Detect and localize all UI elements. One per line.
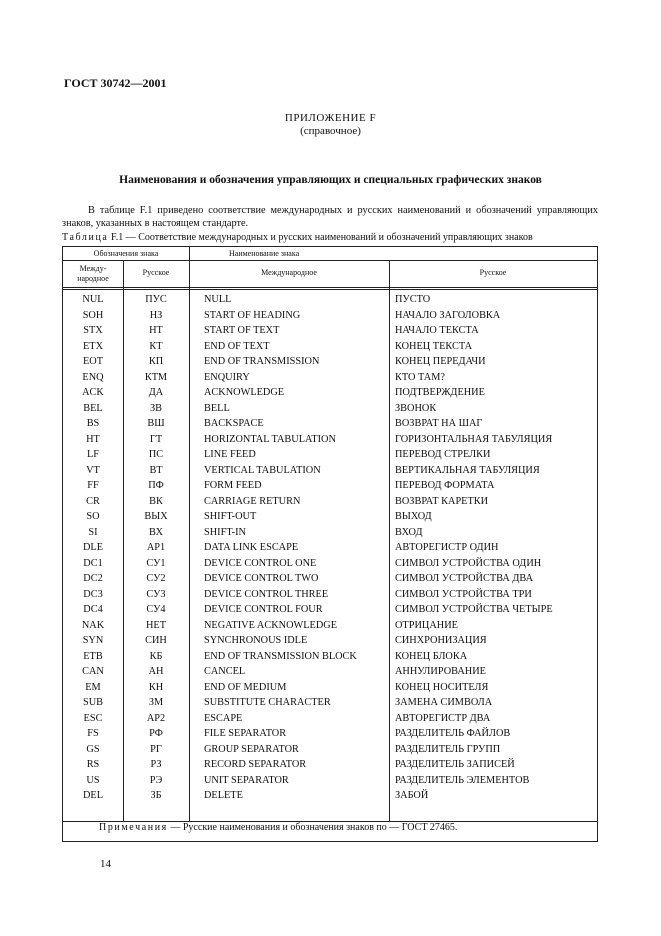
intl-name: LINE FEED — [204, 449, 256, 460]
intl-name: VERTICAL TABULATION — [204, 464, 321, 476]
intl-name: SHIFT-IN — [204, 526, 246, 538]
rus-code: СУ4 — [146, 604, 166, 615]
intl-name: CANCEL — [204, 666, 246, 677]
intl-name: CARRIAGE RETURN — [204, 495, 301, 507]
rus-code: ЗБ — [150, 790, 162, 801]
rus-code: КТМ — [144, 371, 168, 383]
table-row — [63, 354, 597, 370]
intl-name: SHIFT-OUT — [204, 511, 257, 522]
rus-name: ЗАБОЙ — [395, 790, 429, 801]
intl-code: SUB — [82, 697, 104, 708]
intl-code: STX — [83, 325, 103, 336]
table-row — [63, 401, 597, 417]
rus-code: НЗ — [149, 309, 163, 321]
note-text: — Русские наименования и обозначения знаков по — ГОСТ 27465. — [170, 822, 458, 833]
rus-code: АН — [148, 666, 164, 677]
rus-code: АР2 — [146, 712, 166, 724]
intl-code: DEL — [82, 790, 103, 801]
page-number: 14 — [100, 858, 111, 870]
intl-name: DEVICE CONTROL THREE — [204, 588, 329, 600]
table-row — [63, 525, 597, 541]
rus-name: РАЗДЕЛИТЕЛЬ ЭЛЕМЕНТОВ — [395, 774, 530, 786]
appendix-subtitle: (справочное) — [300, 125, 361, 137]
intl-name: DEVICE CONTROL FOUR — [204, 604, 323, 615]
header-name: Наименование знака — [229, 249, 300, 258]
intl-code: CR — [86, 495, 100, 507]
table-row — [63, 649, 597, 665]
rus-code: ГТ — [149, 433, 163, 445]
rus-name: НАЧАЛО ТЕКСТА — [395, 325, 479, 336]
rus-code: ДА — [148, 387, 164, 398]
rus-code: СУ3 — [146, 588, 166, 600]
rus-name: ВХОД — [395, 526, 423, 538]
rus-code: КН — [148, 681, 164, 693]
rus-name: АВТОРЕГИСТР ДВА — [395, 712, 491, 724]
table-row — [63, 323, 597, 339]
rus-name: АННУЛИРОВАНИЕ — [395, 666, 486, 677]
intl-code: CAN — [82, 666, 104, 677]
rus-name: АВТОРЕГИСТР ОДИН — [395, 542, 499, 553]
rus-name: ЗАМЕНА СИМВОЛА — [395, 697, 493, 708]
intl-name: NULL — [204, 294, 232, 305]
intl-name: DEVICE CONTROL ONE — [204, 557, 317, 569]
rus-name: РАЗДЕЛИТЕЛЬ ФАЙЛОВ — [395, 728, 511, 739]
table-caption — [62, 232, 533, 243]
intl-name: HORIZONTAL TABULATION — [204, 433, 336, 445]
rus-name: РАЗДЕЛИТЕЛЬ ЗАПИСЕЙ — [395, 759, 515, 770]
intl-code: ETX — [82, 340, 103, 352]
table-row — [63, 556, 597, 572]
rus-name: ВОЗВРАТ КАРЕТКИ — [395, 495, 489, 507]
rus-code: ЗВ — [149, 402, 163, 414]
rus-name: ОТРИЦАНИЕ — [395, 619, 458, 631]
header-divider — [63, 260, 597, 261]
table-body — [63, 292, 597, 804]
rus-name: КТО ТАМ? — [395, 371, 445, 383]
intl-name: START OF TEXT — [204, 325, 280, 336]
rus-code: НТ — [149, 325, 163, 336]
header-designation: Обозначения знака — [93, 249, 159, 258]
table-row — [63, 618, 597, 634]
intl-name: END OF TRANSMISSION BLOCK — [204, 650, 357, 662]
control-chars-table — [62, 246, 598, 842]
intl-code: SYN — [82, 635, 104, 646]
intl-code: ESC — [83, 712, 103, 724]
intl-code: HT — [86, 433, 100, 445]
intl-code: BEL — [83, 402, 103, 414]
header-intl-short: Между-народное — [77, 264, 109, 283]
intro-paragraph: В таблице F.1 приведено соответствие международных и русских наименований и обозначений управляющих знаков, указанных в настоящем стандарте. — [62, 205, 598, 229]
intl-name: ENQUIRY — [204, 371, 250, 383]
intl-code: SO — [86, 511, 100, 522]
intl-code: SOH — [82, 309, 104, 321]
intl-code: US — [86, 774, 100, 786]
intl-code: FF — [87, 480, 99, 491]
table-row — [63, 711, 597, 727]
intl-name: BACKSPACE — [204, 418, 264, 429]
rus-name: ГОРИЗОНТАЛЬНАЯ ТАБУЛЯЦИЯ — [395, 433, 553, 445]
table-row — [63, 447, 597, 463]
rus-code: ВШ — [147, 418, 165, 429]
intl-code: ENQ — [82, 371, 104, 383]
rus-name: ВЕРТИКАЛЬНАЯ ТАБУЛЯЦИЯ — [395, 464, 540, 476]
rus-name: ВЫХОД — [395, 511, 432, 522]
rus-code: ВК — [149, 495, 163, 507]
table-row — [63, 385, 597, 401]
intl-name: SUBSTITUTE CHARACTER — [204, 697, 331, 708]
table-row — [63, 773, 597, 789]
intl-code: FS — [87, 728, 99, 739]
intl-code: DC2 — [83, 573, 103, 584]
table-row — [63, 494, 597, 510]
rus-name: КОНЕЦ БЛОКА — [395, 650, 468, 662]
table-row — [63, 680, 597, 696]
intl-name: GROUP SEPARATOR — [204, 743, 299, 755]
intl-code: NUL — [82, 294, 104, 305]
table-row — [63, 664, 597, 680]
rus-name: КОНЕЦ ПЕРЕДАЧИ — [395, 356, 486, 367]
table-row — [63, 695, 597, 711]
intl-code: EM — [85, 681, 101, 693]
header-divider — [63, 289, 597, 290]
rus-code: ПФ — [148, 480, 164, 491]
rus-name: ПУСТО — [395, 294, 431, 305]
rus-name: ПЕРЕВОД ФОРМАТА — [395, 480, 495, 491]
rus-code: РЗ — [150, 759, 162, 770]
appendix-title: ПРИЛОЖЕНИЕ F — [284, 112, 377, 124]
intl-code: BS — [86, 418, 100, 429]
header-divider — [63, 287, 597, 288]
table-row — [63, 478, 597, 494]
rus-code: ВЫХ — [144, 511, 168, 522]
rus-code: НЕТ — [145, 619, 166, 631]
rus-code: КТ — [149, 340, 163, 352]
table-row — [63, 463, 597, 479]
intl-code: EOT — [82, 356, 103, 367]
intl-name: END OF MEDIUM — [204, 681, 287, 693]
intl-name: END OF TEXT — [204, 340, 270, 352]
intl-name: DEVICE CONTROL TWO — [204, 573, 319, 584]
rus-code: АР1 — [146, 542, 166, 553]
intl-name: NEGATIVE ACKNOWLEDGE — [204, 619, 337, 631]
table-row — [63, 292, 597, 308]
intl-name: BELL — [204, 402, 230, 414]
table-row — [63, 788, 597, 804]
table-row — [63, 509, 597, 525]
rus-name: СИМВОЛ УСТРОЙСТВА ДВА — [395, 573, 534, 584]
rus-name: ПОДТВЕРЖДЕНИЕ — [395, 387, 485, 398]
intl-code: DLE — [82, 542, 103, 553]
rus-name: СИМВОЛ УСТРОЙСТВА ОДИН — [395, 557, 542, 569]
intl-code: NAK — [81, 619, 105, 631]
intl-name: FORM FEED — [204, 480, 262, 491]
intl-code: ETB — [83, 650, 103, 662]
header-rus-short: Русское — [142, 268, 170, 277]
standard-header: ГОСТ 30742—2001 — [64, 76, 167, 90]
rus-name: СИНХРОНИЗАЦИЯ — [395, 635, 487, 646]
rus-code: КБ — [149, 650, 163, 662]
note-label: Примечания — [99, 822, 168, 833]
rus-code: ЗМ — [148, 697, 164, 708]
rus-name: КОНЕЦ ТЕКСТА — [395, 340, 473, 352]
intl-name: UNIT SEPARATOR — [204, 774, 289, 786]
rus-code: ВТ — [149, 464, 163, 476]
intl-name: DATA LINK ESCAPE — [204, 542, 299, 553]
rus-name: КОНЕЦ НОСИТЕЛЯ — [395, 681, 489, 693]
rus-name: СИМВОЛ УСТРОЙСТВА ЧЕТЫРЕ — [395, 604, 553, 615]
intl-code: SI — [88, 526, 98, 538]
intl-name: SYNCHRONOUS IDLE — [204, 635, 308, 646]
table-caption-label: Таблица — [62, 232, 109, 243]
rus-name: СИМВОЛ УСТРОЙСТВА ТРИ — [395, 588, 532, 600]
rus-name: НАЧАЛО ЗАГОЛОВКА — [395, 309, 501, 321]
table-row — [63, 742, 597, 758]
intl-code: VT — [86, 464, 100, 476]
intl-code: LF — [86, 449, 100, 460]
rus-code: КП — [148, 356, 164, 367]
section-title: Наименования и обозначения управляющих и специальных графических знаков — [119, 174, 542, 186]
table-row — [63, 633, 597, 649]
table-row — [63, 587, 597, 603]
header-rus: Русское — [479, 268, 507, 277]
rus-name: РАЗДЕЛИТЕЛЬ ГРУПП — [395, 743, 501, 755]
rus-code: СИН — [145, 635, 167, 646]
intl-code: DC1 — [83, 557, 103, 569]
rus-name: ВОЗВРАТ НА ШАГ — [395, 418, 483, 429]
table-caption-text: F.1 — Соответствие международных и русских наименований и обозначений управляющих знаков — [110, 232, 533, 243]
table-row — [63, 726, 597, 742]
rus-code: СУ1 — [146, 557, 166, 569]
table-row — [63, 602, 597, 618]
rus-code: ПС — [148, 449, 164, 460]
rus-code: ПУС — [145, 294, 167, 305]
intl-code: RS — [86, 759, 100, 770]
intl-code: GS — [86, 743, 100, 755]
intl-code: ACK — [82, 387, 104, 398]
table-row — [63, 757, 597, 773]
table-row — [63, 571, 597, 587]
intl-name: ESCAPE — [204, 712, 243, 724]
rus-name: ЗВОНОК — [395, 402, 437, 414]
intl-name: END OF TRANSMISSION — [204, 356, 320, 367]
table-row — [63, 416, 597, 432]
rus-code: ВХ — [148, 526, 164, 538]
table-row — [63, 540, 597, 556]
rus-code: РФ — [149, 728, 163, 739]
intl-name: DELETE — [204, 790, 243, 801]
intl-name: ACKNOWLEDGE — [204, 387, 285, 398]
intl-name: START OF HEADING — [204, 309, 301, 321]
intl-name: FILE SEPARATOR — [204, 728, 287, 739]
header-intl: Международное — [261, 268, 317, 277]
intl-code: DC4 — [83, 604, 103, 615]
rus-code: СУ2 — [146, 573, 166, 584]
intl-name: RECORD SEPARATOR — [204, 759, 307, 770]
table-row — [63, 308, 597, 324]
table-row — [63, 432, 597, 448]
table-row — [63, 339, 597, 355]
table-note — [99, 822, 457, 833]
rus-code: РГ — [150, 743, 162, 755]
intl-code: DC3 — [83, 588, 103, 600]
rus-code: РЭ — [149, 774, 163, 786]
table-row — [63, 370, 597, 386]
rus-name: ПЕРЕВОД СТРЕЛКИ — [395, 449, 491, 460]
